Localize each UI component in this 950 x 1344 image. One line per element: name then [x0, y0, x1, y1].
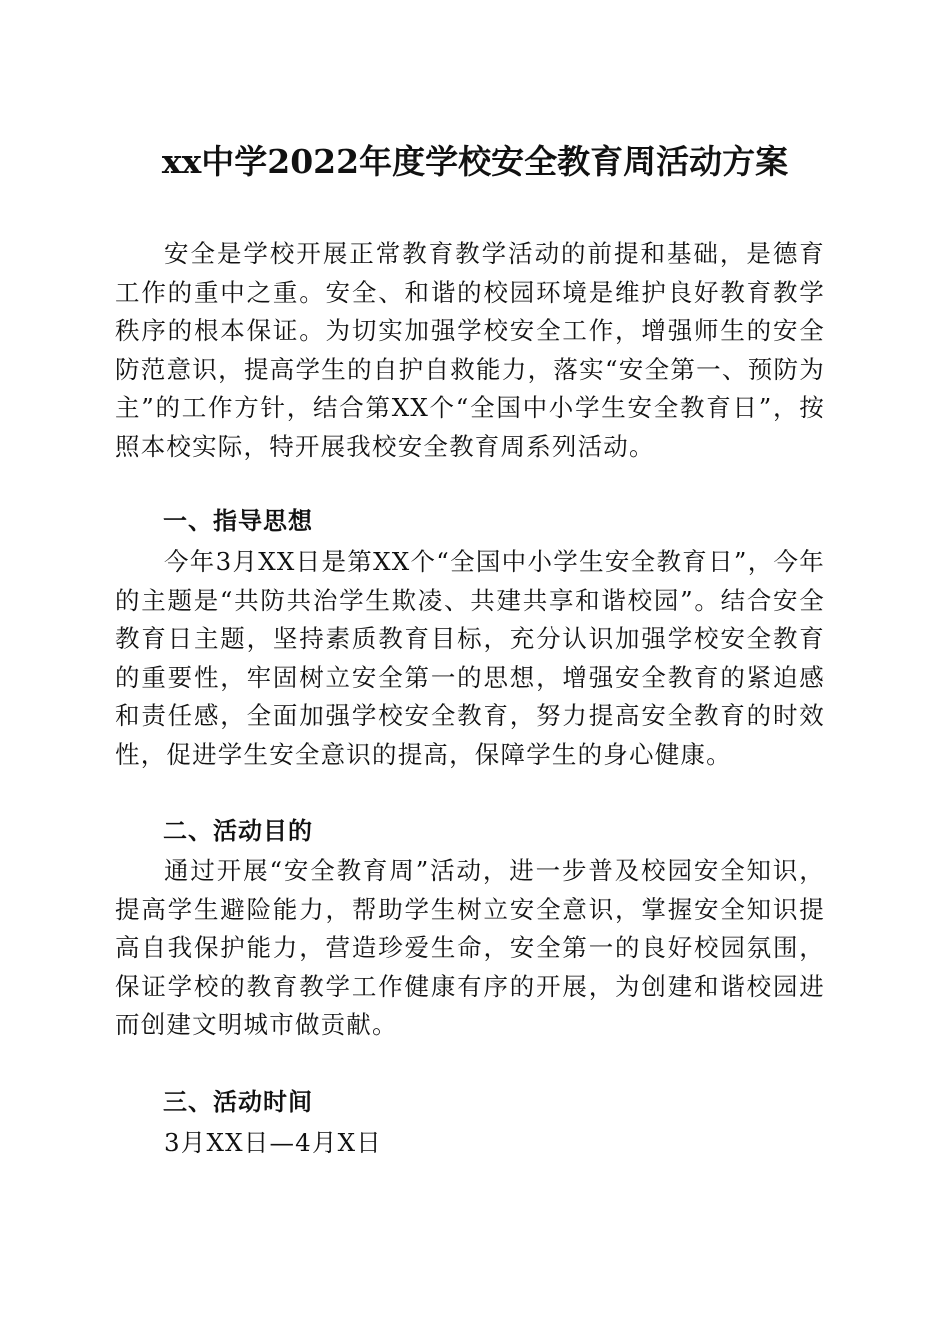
section-heading-guiding-ideology: 一、指导思想 [163, 507, 313, 535]
intro-paragraph: 安全是学校开展正常教育教学活动的前提和基础，是德育工作的重中之重。安全、和谐的校园环境是维护良好教育教学秩序的根本保证。为切实加强学校安全工作，增强师生的安全防范意识，提高学生的自护自救能力，落实“安全第一、预防为主”的工作方针，结合第XX个“全国中小学生安全教育日”，按照本校实际，特开展我校安全教育周系列活动。 [115, 239, 825, 461]
document-title: xx中学2022年度学校安全教育周活动方案 [161, 142, 789, 181]
section-text-activity-time: 3月XX日—4月X日 [164, 1128, 383, 1157]
section-text-guiding-ideology: 今年3月XX日是第XX个“全国中小学生安全教育日”，今年的主题是“共防共治学生欺凌、共建共享和谐校园”。结合安全教育日主题，坚持素质教育目标，充分认识加强学校安全教育的重要性，牢固树立安全第一的思想，增强安全教育的紧迫感和责任感，全面加强学校安全教育，努力提高安全教育的时效性，促进学生安全意识的提高，保障学生的身心健康。 [115, 547, 825, 769]
section-text-activity-purpose: 通过开展“安全教育周”活动，进一步普及校园安全知识，提高学生避险能力，帮助学生树立安全意识，掌握安全知识提高自我保护能力，营造珍爱生命，安全第一的良好校园氛围，保证学校的教育教学工作健康有序的开展，为创建和谐校园进而创建文明城市做贡献。 [115, 856, 825, 1040]
section-heading-activity-purpose: 二、活动目的 [163, 817, 313, 845]
section-heading-activity-time: 三、活动时间 [163, 1088, 313, 1116]
